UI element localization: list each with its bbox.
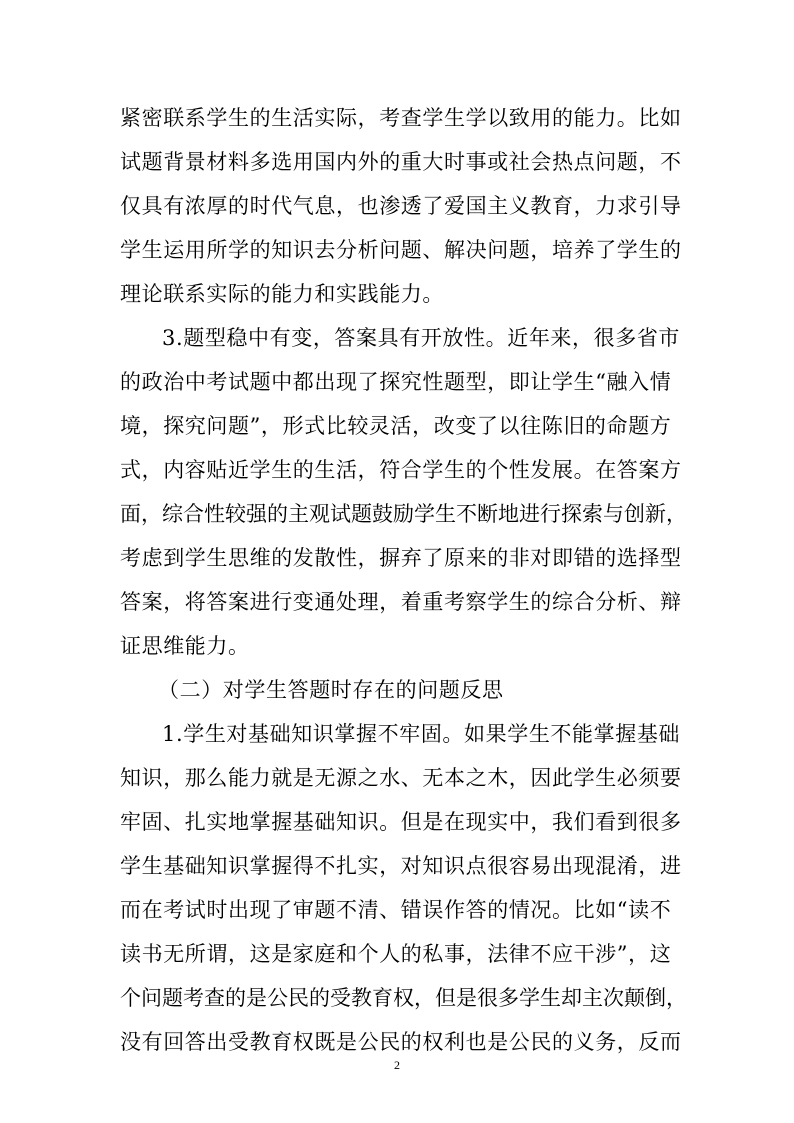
paragraph-line: 学生基础知识掌握得不扎实，对知识点很容易出现混淆，进 [120,854,682,878]
paragraph-line: 没有回答出受教育权既是公民的权利也是公民的义务，反而 [120,1030,682,1054]
paragraph-line: 答案，将答案进行变通处理，着重考察学生的综合分析、辩 [120,590,682,614]
paragraph-line: 牢固、扎实地掌握基础知识。但是在现实中，我们看到很多 [120,810,682,834]
paragraph-line-indented: 3.题型稳中有变，答案具有开放性。近年来，很多省市 [162,326,681,350]
paragraph-line: 知识，那么能力就是无源之水、无本之木，因此学生必须要 [120,766,682,790]
page-number: 2 [394,1058,400,1072]
paragraph-line: 紧密联系学生的生活实际，考查学生学以致用的能力。比如 [120,106,682,130]
paragraph-line: 境，探究问题”，形式比较灵活，改变了以往陈旧的命题方 [120,414,672,438]
paragraph-line: 而在考试时出现了审题不清、错误作答的情况。比如“读不 [120,898,672,922]
paragraph-line: 试题背景材料多选用国内外的重大时事或社会热点问题，不 [120,150,682,174]
paragraph-line: 面，综合性较强的主观试题鼓励学生不断地进行探索与创新， [120,502,687,526]
paragraph-line: 证思维能力。 [120,634,250,658]
paragraph-line: 学生运用所学的知识去分析问题、解决问题，培养了学生的 [120,238,682,262]
paragraph-line: 考虑到学生思维的发散性，摒弃了原来的非对即错的选择型 [120,546,682,570]
paragraph-line: 式，内容贴近学生的生活，符合学生的个性发展。在答案方 [120,458,682,482]
paragraph-line: 的政治中考试题中都出现了探究性题型，即让学生“融入情 [120,370,672,394]
paragraph-line: 仅具有浓厚的时代气息，也渗透了爱国主义教育，力求引导 [120,194,682,218]
paragraph-line-indented: 1.学生对基础知识掌握不牢固。如果学生不能掌握基础 [162,722,681,746]
paragraph-line: 个问题考查的是公民的受教育权，但是很多学生却主次颠倒， [120,986,687,1010]
section-heading: （二）对学生答题时存在的问题反思 [158,678,504,702]
paragraph-line: 理论联系实际的能力和实践能力。 [120,282,444,306]
paragraph-line: 读书无所谓，这是家庭和个人的私事，法律不应干涉”，这 [120,942,672,966]
